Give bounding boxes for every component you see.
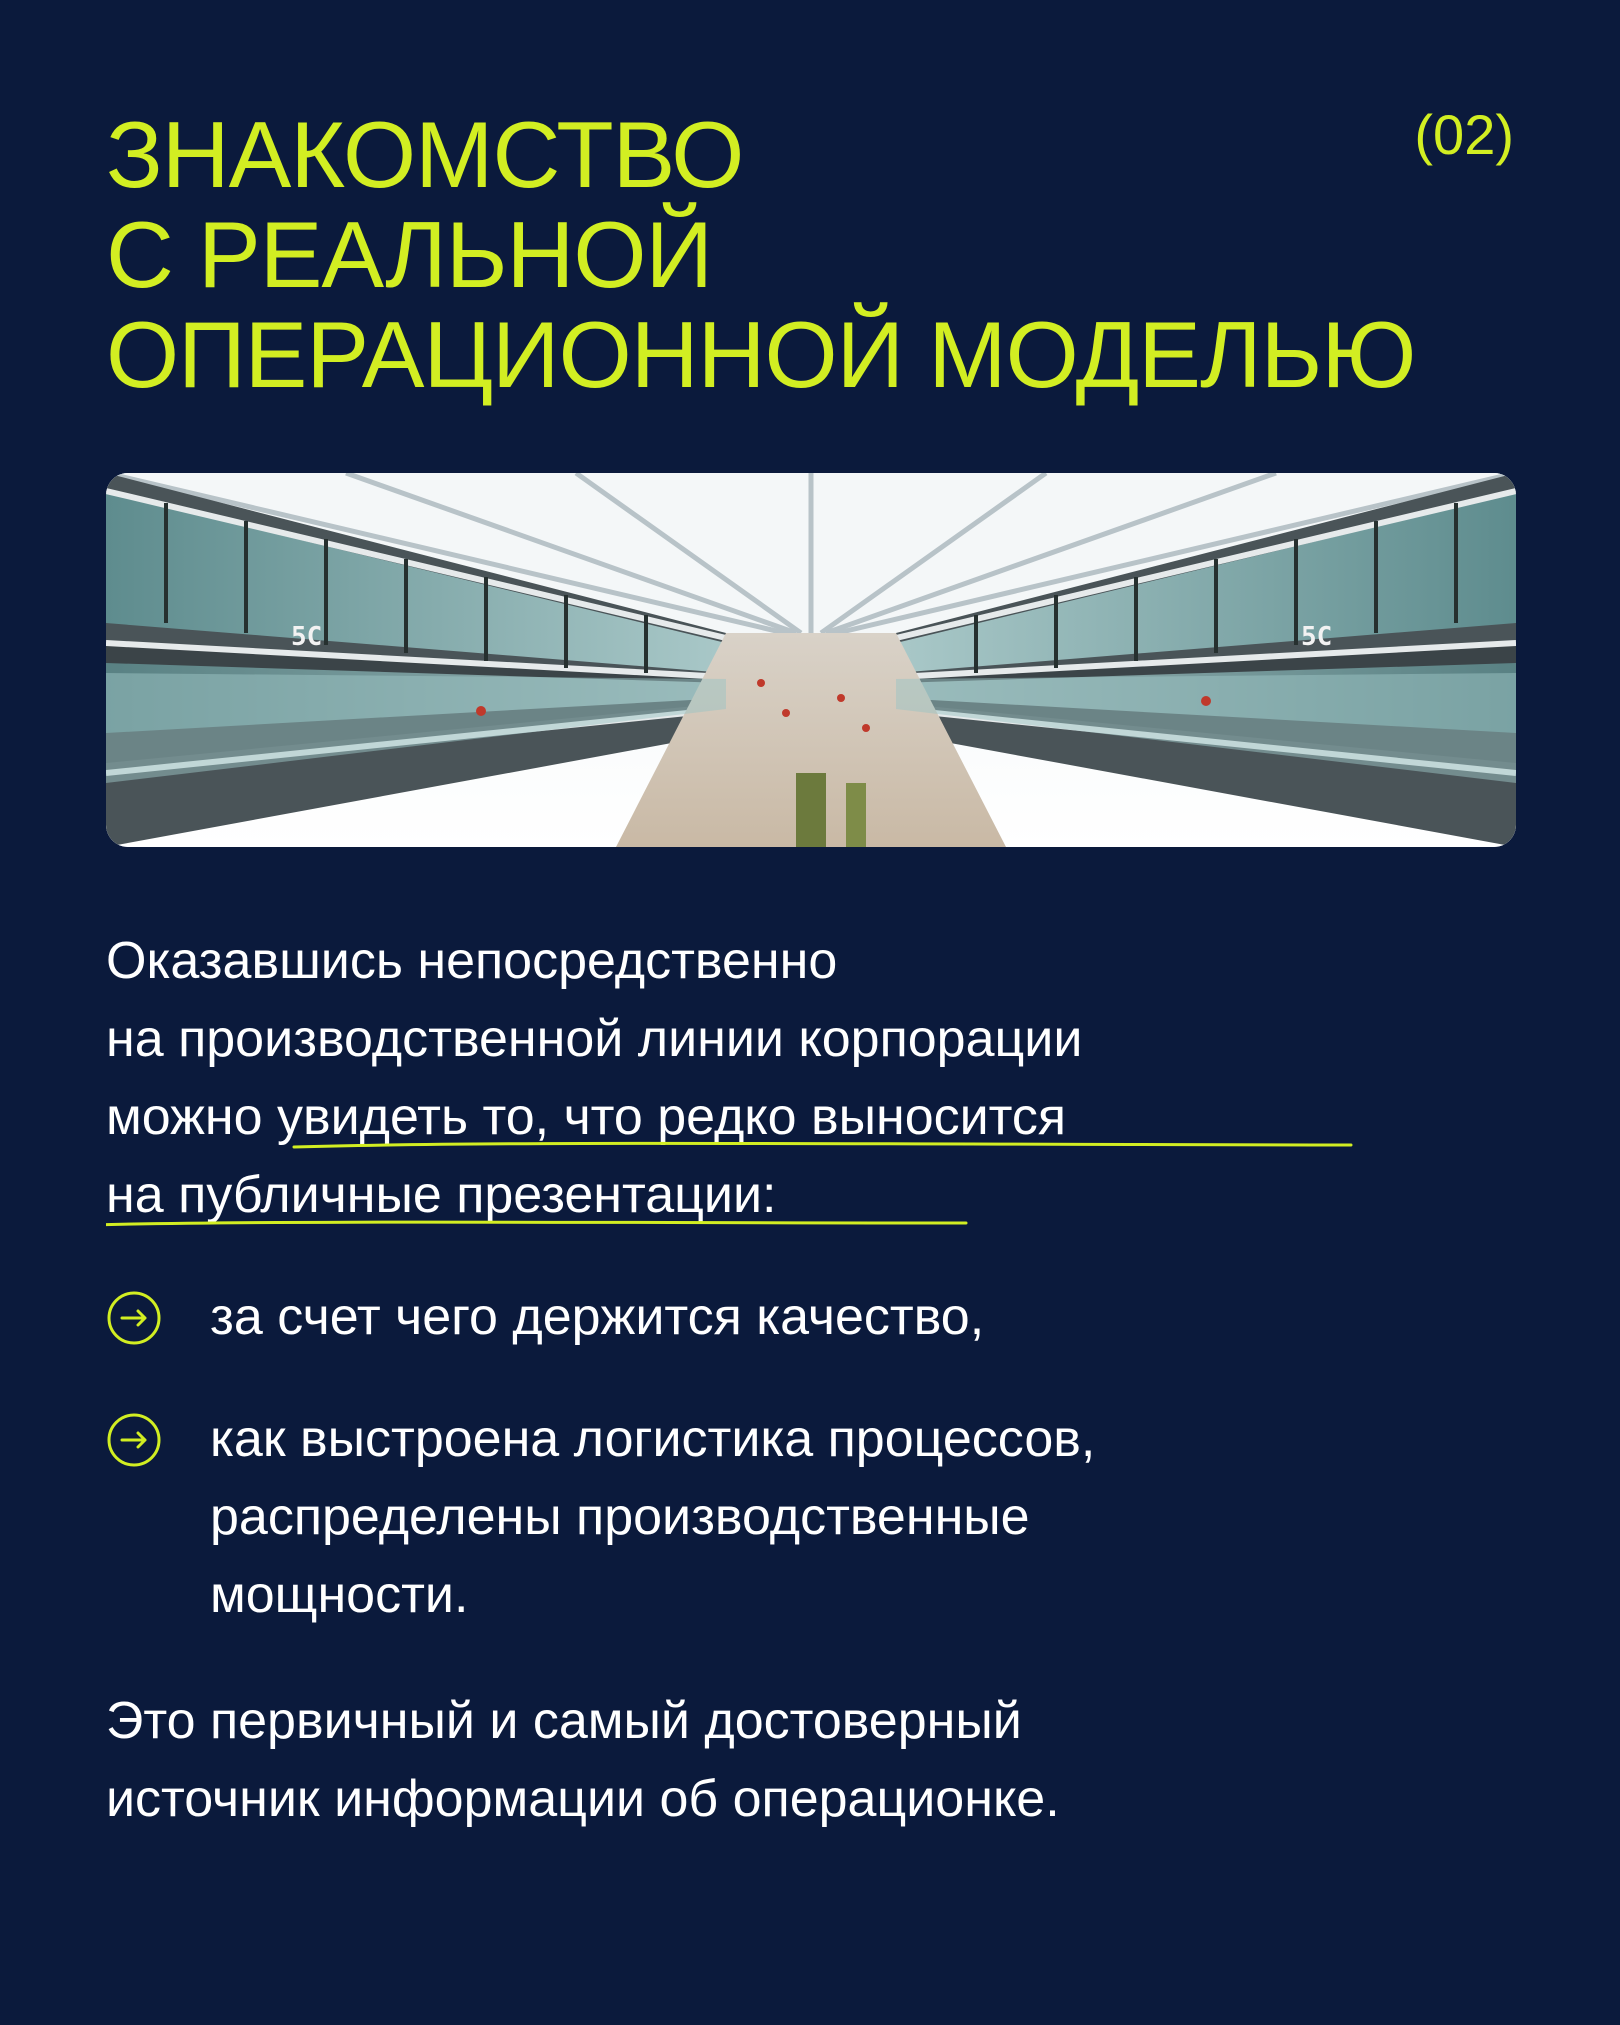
arrow-circle-icon <box>106 1412 162 1468</box>
atrium-photo <box>106 473 1516 847</box>
bullet-text: за счет чего держится качество, <box>210 1288 985 1346</box>
intro-line-3: можно увидеть то, что редко выносится <box>106 1088 1067 1146</box>
title-line-2: С РЕАЛЬНОЙ <box>106 202 713 307</box>
outro-line-2: источник информации об операционке. <box>106 1770 1060 1828</box>
arrow-circle-icon <box>106 1290 162 1346</box>
page-title <box>106 102 1526 407</box>
bullet-text: распределены производственные <box>210 1488 1030 1546</box>
intro-line-1: Оказавшись непосредственно <box>106 932 838 990</box>
bullet-list <box>106 1278 1466 1678</box>
sign-right-text: 5C <box>1301 622 1333 652</box>
bullet-item <box>106 1400 1466 1634</box>
page-number: (02) <box>1414 103 1514 166</box>
bullet-text: как выстроена логистика процессов, <box>210 1410 1096 1468</box>
sign-left-text: 5C <box>291 622 323 652</box>
intro-paragraph <box>106 922 1466 1234</box>
bullet-text: мощности. <box>210 1566 469 1624</box>
outro-line-1: Это первичный и самый достоверный <box>106 1692 1022 1750</box>
intro-line-2: на производственной линии корпорации <box>106 1010 1083 1068</box>
atrium-illustration <box>106 473 1516 847</box>
outro-paragraph <box>106 1682 1466 1838</box>
title-line-3: ОПЕРАЦИОННОЙ МОДЕЛЬЮ <box>106 302 1416 407</box>
title-line-1: ЗНАКОМСТВО <box>106 102 744 207</box>
bullet-item <box>106 1278 1466 1356</box>
intro-line-4: на публичные презентации: <box>106 1166 777 1224</box>
